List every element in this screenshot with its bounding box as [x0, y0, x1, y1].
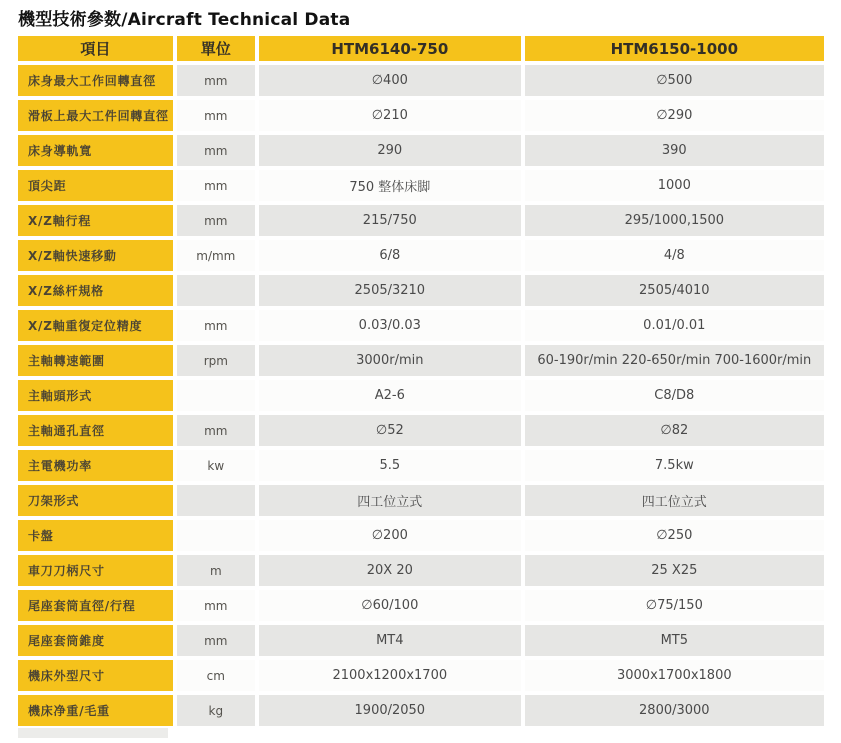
spec-row [18, 345, 824, 376]
spec-unit-value: mm [177, 100, 255, 131]
spec-unit-value: m/mm [177, 240, 255, 271]
spec-value-htm6140-750: A2-6 [259, 380, 521, 411]
spec-value-htm6140-750: MT4 [259, 625, 521, 656]
header-model-htm6150-1000: HTM6150-1000 [525, 36, 824, 61]
spec-unit-value: m [177, 555, 255, 586]
spec-value-htm6140-750: 0.03/0.03 [259, 310, 521, 341]
spec-value-htm6150-1000: 0.01/0.01 [525, 310, 824, 341]
spec-item-label: 車刀刀柄尺寸 [18, 555, 173, 586]
spec-value-htm6140-750: 1900/2050 [259, 695, 521, 726]
spec-item-label: 主軸頭形式 [18, 380, 173, 411]
spec-row [18, 485, 824, 516]
spec-unit-value: mm [177, 170, 255, 201]
spec-item-label: 主軸通孔直徑 [18, 415, 173, 446]
spec-item-label: 頂尖距 [18, 170, 173, 201]
spec-row [18, 170, 824, 201]
spec-value-htm6140-750: ∅60/100 [259, 590, 521, 621]
spec-value-htm6150-1000: 1000 [525, 170, 824, 201]
spec-item-label: 尾座套筒錐度 [18, 625, 173, 656]
spec-unit-value: mm [177, 625, 255, 656]
spec-value-htm6150-1000: 295/1000,1500 [525, 205, 824, 236]
spec-row [18, 660, 824, 691]
spec-item-label: 尾座套筒直徑/行程 [18, 590, 173, 621]
spec-item-label: 床身最大工作回轉直徑 [18, 65, 173, 96]
spec-value-htm6150-1000: MT5 [525, 625, 824, 656]
spec-item-label: 卡盤 [18, 520, 173, 551]
spec-row [18, 590, 824, 621]
spec-value-htm6140-750: 750 整体床脚 [259, 170, 521, 201]
spec-value-htm6150-1000: 25 X25 [525, 555, 824, 586]
spec-unit-value [177, 380, 255, 411]
spec-value-htm6150-1000: ∅75/150 [525, 590, 824, 621]
header-model-htm6140-750: HTM6140-750 [259, 36, 521, 61]
spec-value-htm6150-1000: ∅290 [525, 100, 824, 131]
spec-item-label: 主軸轉速範圍 [18, 345, 173, 376]
spec-unit-value: cm [177, 660, 255, 691]
table-body [18, 65, 824, 726]
spec-value-htm6150-1000: ∅250 [525, 520, 824, 551]
spec-row [18, 240, 824, 271]
spec-unit-value [177, 485, 255, 516]
spec-unit-value [177, 275, 255, 306]
spec-item-label: X/Z絲杆規格 [18, 275, 173, 306]
spec-item-label: 刀架形式 [18, 485, 173, 516]
spec-row [18, 135, 824, 166]
page-title: 機型技術參数/Aircraft Technical Data [18, 10, 351, 30]
spec-unit-value: mm [177, 135, 255, 166]
spec-item-label: 機床净重/毛重 [18, 695, 173, 726]
spec-value-htm6140-750: ∅200 [259, 520, 521, 551]
spec-value-htm6140-750: 20X 20 [259, 555, 521, 586]
spec-unit-value: mm [177, 65, 255, 96]
spec-value-htm6150-1000: 7.5kw [525, 450, 824, 481]
spec-unit-value: kg [177, 695, 255, 726]
spec-unit-value: rpm [177, 345, 255, 376]
spec-row [18, 555, 824, 586]
spec-value-htm6140-750: 5.5 [259, 450, 521, 481]
spec-value-htm6150-1000: 4/8 [525, 240, 824, 271]
spec-row [18, 415, 824, 446]
spec-value-htm6150-1000: 3000x1700x1800 [525, 660, 824, 691]
spec-unit-value [177, 520, 255, 551]
spec-value-htm6140-750: 290 [259, 135, 521, 166]
header-item-column: 項目 [18, 36, 173, 61]
spec-value-htm6150-1000: 四工位立式 [525, 485, 824, 516]
spec-value-htm6140-750: ∅400 [259, 65, 521, 96]
spec-row [18, 450, 824, 481]
spec-value-htm6140-750: 3000r/min [259, 345, 521, 376]
spec-value-htm6150-1000: ∅500 [525, 65, 824, 96]
spec-row [18, 65, 824, 96]
spec-value-htm6140-750: ∅52 [259, 415, 521, 446]
spec-table [14, 32, 828, 730]
spec-value-htm6150-1000: 390 [525, 135, 824, 166]
spec-row [18, 275, 824, 306]
spec-value-htm6150-1000: C8/D8 [525, 380, 824, 411]
spec-row [18, 380, 824, 411]
spec-value-htm6140-750: ∅210 [259, 100, 521, 131]
spec-unit-value: kw [177, 450, 255, 481]
spec-value-htm6140-750: 2100x1200x1700 [259, 660, 521, 691]
spec-unit-value: mm [177, 415, 255, 446]
table-header-row [18, 36, 824, 61]
spec-value-htm6150-1000: 2800/3000 [525, 695, 824, 726]
spec-value-htm6140-750: 四工位立式 [259, 485, 521, 516]
spec-row [18, 100, 824, 131]
spec-item-label: X/Z軸重復定位精度 [18, 310, 173, 341]
spec-value-htm6150-1000: 60-190r/min 220-650r/min 700-1600r/min [525, 345, 824, 376]
spec-value-htm6150-1000: 2505/4010 [525, 275, 824, 306]
cutoff-row-fragment [18, 728, 168, 738]
spec-unit-value: mm [177, 205, 255, 236]
spec-unit-value: mm [177, 310, 255, 341]
spec-value-htm6140-750: 215/750 [259, 205, 521, 236]
spec-row [18, 310, 824, 341]
spec-item-label: 機床外型尺寸 [18, 660, 173, 691]
spec-unit-value: mm [177, 590, 255, 621]
spec-item-label: 床身導軌寬 [18, 135, 173, 166]
spec-row [18, 625, 824, 656]
spec-item-label: X/Z軸行程 [18, 205, 173, 236]
spec-row [18, 695, 824, 726]
spec-value-htm6140-750: 2505/3210 [259, 275, 521, 306]
spec-item-label: X/Z軸快速移動 [18, 240, 173, 271]
header-unit-column: 單位 [177, 36, 255, 61]
spec-item-label: 主電機功率 [18, 450, 173, 481]
spec-value-htm6150-1000: ∅82 [525, 415, 824, 446]
spec-row [18, 520, 824, 551]
spec-item-label: 滑板上最大工件回轉直徑 [18, 100, 173, 131]
spec-value-htm6140-750: 6/8 [259, 240, 521, 271]
spec-row [18, 205, 824, 236]
